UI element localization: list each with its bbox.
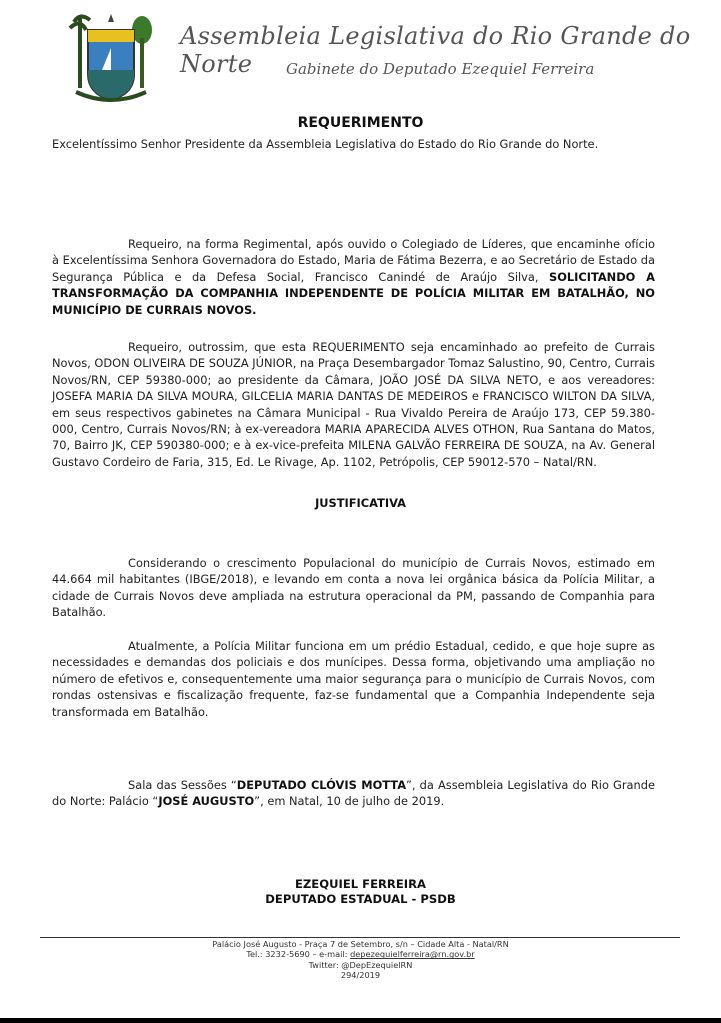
- signature-block: [0, 877, 721, 907]
- closing-text: ”, da Assembleia Legislativa do Rio Grande do Norte: Palácio “: [52, 778, 655, 809]
- paragraph-recipients: Requeiro, outrossim, que esta REQUERIMENTO seja encaminhado ao prefeito de Currais Novos, ODON OLIVEIRA DE SOUZA JÚNIOR, na Praça Desembargador Tomaz Salustino, 90, Centro, Currais Novos/RN, CEP 59380-000; ao presidente da Câmara, JOÃO JOSÉ DA SILVA NETO, e aos vereadores: JOSEFA MARIA DA SILVA MOURA, GILCELIA MARIA DANTAS DE MEDEIROS e FRANCISCO WILTON DA SILVA, em seus respectivos gabinetes na Câmara Municipal - Rua Vivaldo Pereira de Araújo 173, CEP 59.380-000, Centro, Currais Novos/RN; à ex-vereadora MARIA APARECIDA ALVES OTHON, Rua Santana do Matos, 70, Bairro JK, CEP 590380-000; e à ex-vice-prefeita MILENA GALVÃO FERREIRA DE SOUZA, na Av. General Gustavo Cordeiro de Faria, 315, Ed. Le Rivage, Ap. 1102, Petrópolis, CEP 59012-570 – Natal/RN.: [52, 340, 655, 469]
- footer-email-link[interactable]: depezequielferreira@rn.gov.br: [350, 949, 475, 960]
- footer-divider: [40, 937, 680, 938]
- paragraph-justification-1: Considerando o crescimento Populacional do município de Currais Novos, estimado em 44.664 mil habitantes (IBGE/2018), e levando em conta a nova lei orgânica básica da Polícia Militar, a cidade de Currais Novos deve ampliada na estrutura operacional da PM, passando de Companhia para Batalhão.: [52, 556, 655, 620]
- footer-address: Palácio José Augusto - Praça 7 de Setembro, s/n – Cidade Alta - Natal/RN: [212, 939, 509, 949]
- closing-paragraph: [52, 777, 655, 810]
- document-title: REQUERIMENTO: [297, 115, 424, 131]
- footer-twitter: Twitter: @DepEzequielRN: [308, 959, 413, 970]
- closing-date: ”, em Natal, 10 de julho de 2019.: [254, 794, 445, 809]
- office-name: Gabinete do Deputado Ezequiel Ferreira: [286, 60, 595, 78]
- paragraph-justification-2: Atualmente, a Polícia Militar funciona em um prédio Estadual, cedido, e que hoje supre as necessidades e demandas dos policiais e dos munícipes. Dessa forma, objetivando uma ampliação no número de efetivos e, consequentemente uma maior segurança para o município de Currais Novos, com rondas ostensivas e fiscalização frequente, faz-se fundamental que a Companhia Independente seja transformada em Batalhão.: [52, 639, 655, 719]
- justification-heading: JUSTIFICATIVA: [315, 496, 406, 510]
- document-number: 294/2019: [340, 970, 381, 981]
- palace-name: JOSÉ AUGUSTO: [158, 794, 255, 809]
- paragraph-request-text: Requeiro, na forma Regimental, após ouvido o Colegiado de Líderes, que encaminhe ofício à Excelentíssima Senhora Governadora do Estado, Maria de Fátima Bezerra, e ao Secretário de Estado da Segurança Pública e da Defesa Social, Francisco Canindé de Araújo Silva,: [52, 237, 655, 284]
- coat-of-arms-logo: [66, 8, 156, 108]
- institution-name: Assembleia Legislativa do Rio Grande do Norte: [180, 22, 691, 78]
- footer: [0, 939, 721, 981]
- salutation: Excelentíssimo Senhor Presidente da Assembleia Legislativa do Estado do Rio Grande do Norte.: [52, 137, 599, 151]
- signatory-name: EZEQUIEL FERREIRA: [294, 877, 426, 891]
- paragraph-request: [52, 236, 655, 318]
- closing-text: Sala das Sessões “: [128, 778, 237, 792]
- signatory-role: DEPUTADO ESTADUAL - PSDB: [265, 892, 456, 906]
- bottom-bar: [0, 1018, 721, 1023]
- session-room-name: DEPUTADO CLÓVIS MOTTA: [236, 778, 407, 792]
- request-subject: SOLICITANDO A TRANSFORMAÇÃO DA COMPANHIA INDEPENDENTE DE POLÍCIA MILITAR EM BATALHÃO, NO MUNICÍPIO DE CURRAIS NOVOS.: [52, 269, 655, 317]
- footer-contact: [0, 949, 721, 959]
- footer-phone: Tel.: 3232-5690 – e-mail:: [246, 949, 351, 960]
